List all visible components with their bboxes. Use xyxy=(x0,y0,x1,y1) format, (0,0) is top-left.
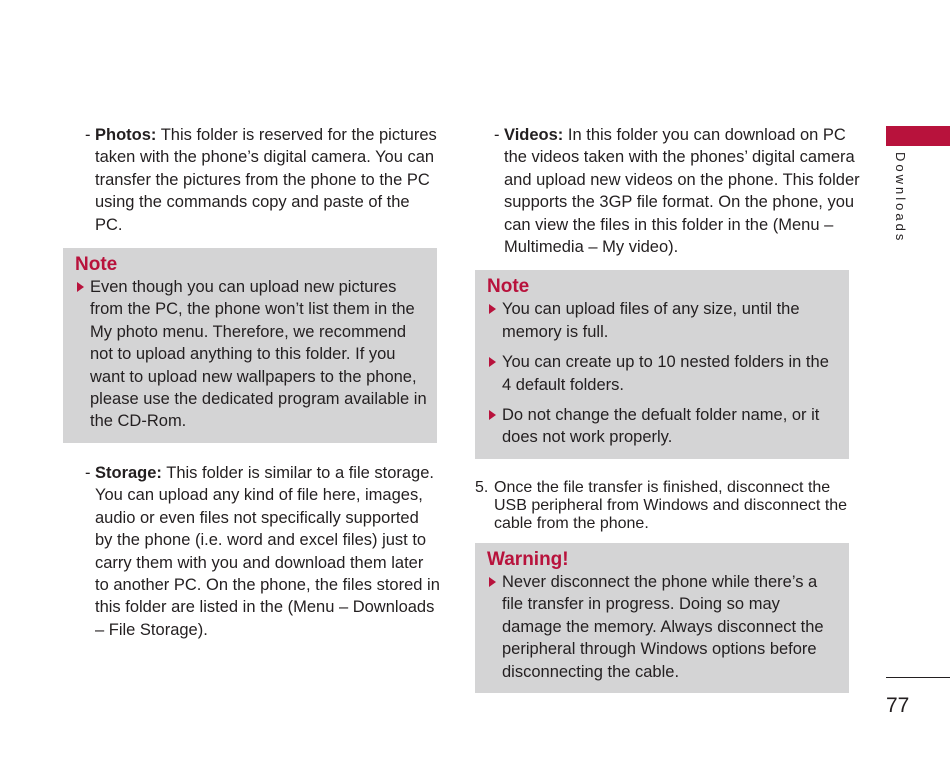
storage-label: Storage: xyxy=(95,463,162,482)
warning-bullet xyxy=(487,571,839,683)
note-bullet-text: You can create up to 10 nested folders in the 4 default folders. xyxy=(502,353,829,394)
note-bullet xyxy=(487,298,839,343)
photos-dash: - xyxy=(85,126,91,144)
triangle-bullet-icon xyxy=(489,577,496,587)
triangle-bullet-icon xyxy=(489,410,496,420)
videos-text: In this folder you can download on PC the videos taken with the phones’ digital camera and upload new videos on the phone. This folder supports the 3GP file format. On the phone, you can view the files in this folder in the (Menu – Multimedia – My video). xyxy=(504,126,860,257)
note-bullet xyxy=(75,276,427,433)
note-bullet xyxy=(487,404,839,449)
photos-label: Photos: xyxy=(95,126,157,144)
note-bullet xyxy=(487,351,839,396)
storage-item xyxy=(85,462,440,641)
storage-dash: - xyxy=(85,463,91,482)
triangle-bullet-icon xyxy=(77,282,84,292)
warning-bullet-text: Never disconnect the phone while there’s a file transfer in progress. Doing so may damage the memory. Always disconnect the peripheral through Windows options before disconnecting the cable. xyxy=(502,572,824,681)
photos-note-box xyxy=(63,248,437,443)
photos-item xyxy=(85,124,440,236)
videos-note-box xyxy=(475,270,849,458)
step-text: Once the file transfer is finished, disconnect the USB peripheral from Windows and disconnect the cable from the phone. xyxy=(494,478,848,532)
note-bullet-text: Even though you can upload new pictures from the PC, the phone won’t list them in the My photo menu. Therefore, we recommend not to upload anything to this folder. If you want to upload new wallpapers to the phone, please use the dedicated program available in the CD-Rom. xyxy=(90,278,427,431)
step-5 xyxy=(475,479,850,533)
right-column xyxy=(475,124,860,693)
step-number: 5. xyxy=(475,478,489,496)
note-title: Note xyxy=(75,254,118,276)
left-column xyxy=(75,124,440,641)
storage-text: This folder is similar to a file storage. You can upload any kind of file here, images, audio or even files not specifically supported by the phone (i.e. word and excel files) just to carry them with you and download them later to another PC. On the phone, the files stored in this folder are listed in the (Menu – Downloads – File Storage). xyxy=(95,463,440,639)
section-tab-marker xyxy=(886,126,950,146)
triangle-bullet-icon xyxy=(489,357,496,367)
section-label: Downloads xyxy=(893,152,908,244)
warning-box xyxy=(475,543,849,693)
page-number-rule xyxy=(886,677,950,678)
videos-dash: - xyxy=(494,126,500,144)
photos-text: This folder is reserved for the pictures taken with the phone’s digital camera. You can transfer the pictures from the phone to the PC using the commands copy and paste of the PC. xyxy=(95,126,437,234)
warning-title: Warning! xyxy=(487,548,569,570)
triangle-bullet-icon xyxy=(489,304,496,314)
videos-item xyxy=(494,124,860,258)
page-number: 77 xyxy=(886,694,910,717)
videos-label: Videos: xyxy=(504,126,564,144)
note-bullet-text: Do not change the defualt folder name, or it does not work properly. xyxy=(502,406,820,447)
note-title: Note xyxy=(487,276,530,298)
note-bullet-text: You can upload files of any size, until the memory is full. xyxy=(502,300,800,341)
